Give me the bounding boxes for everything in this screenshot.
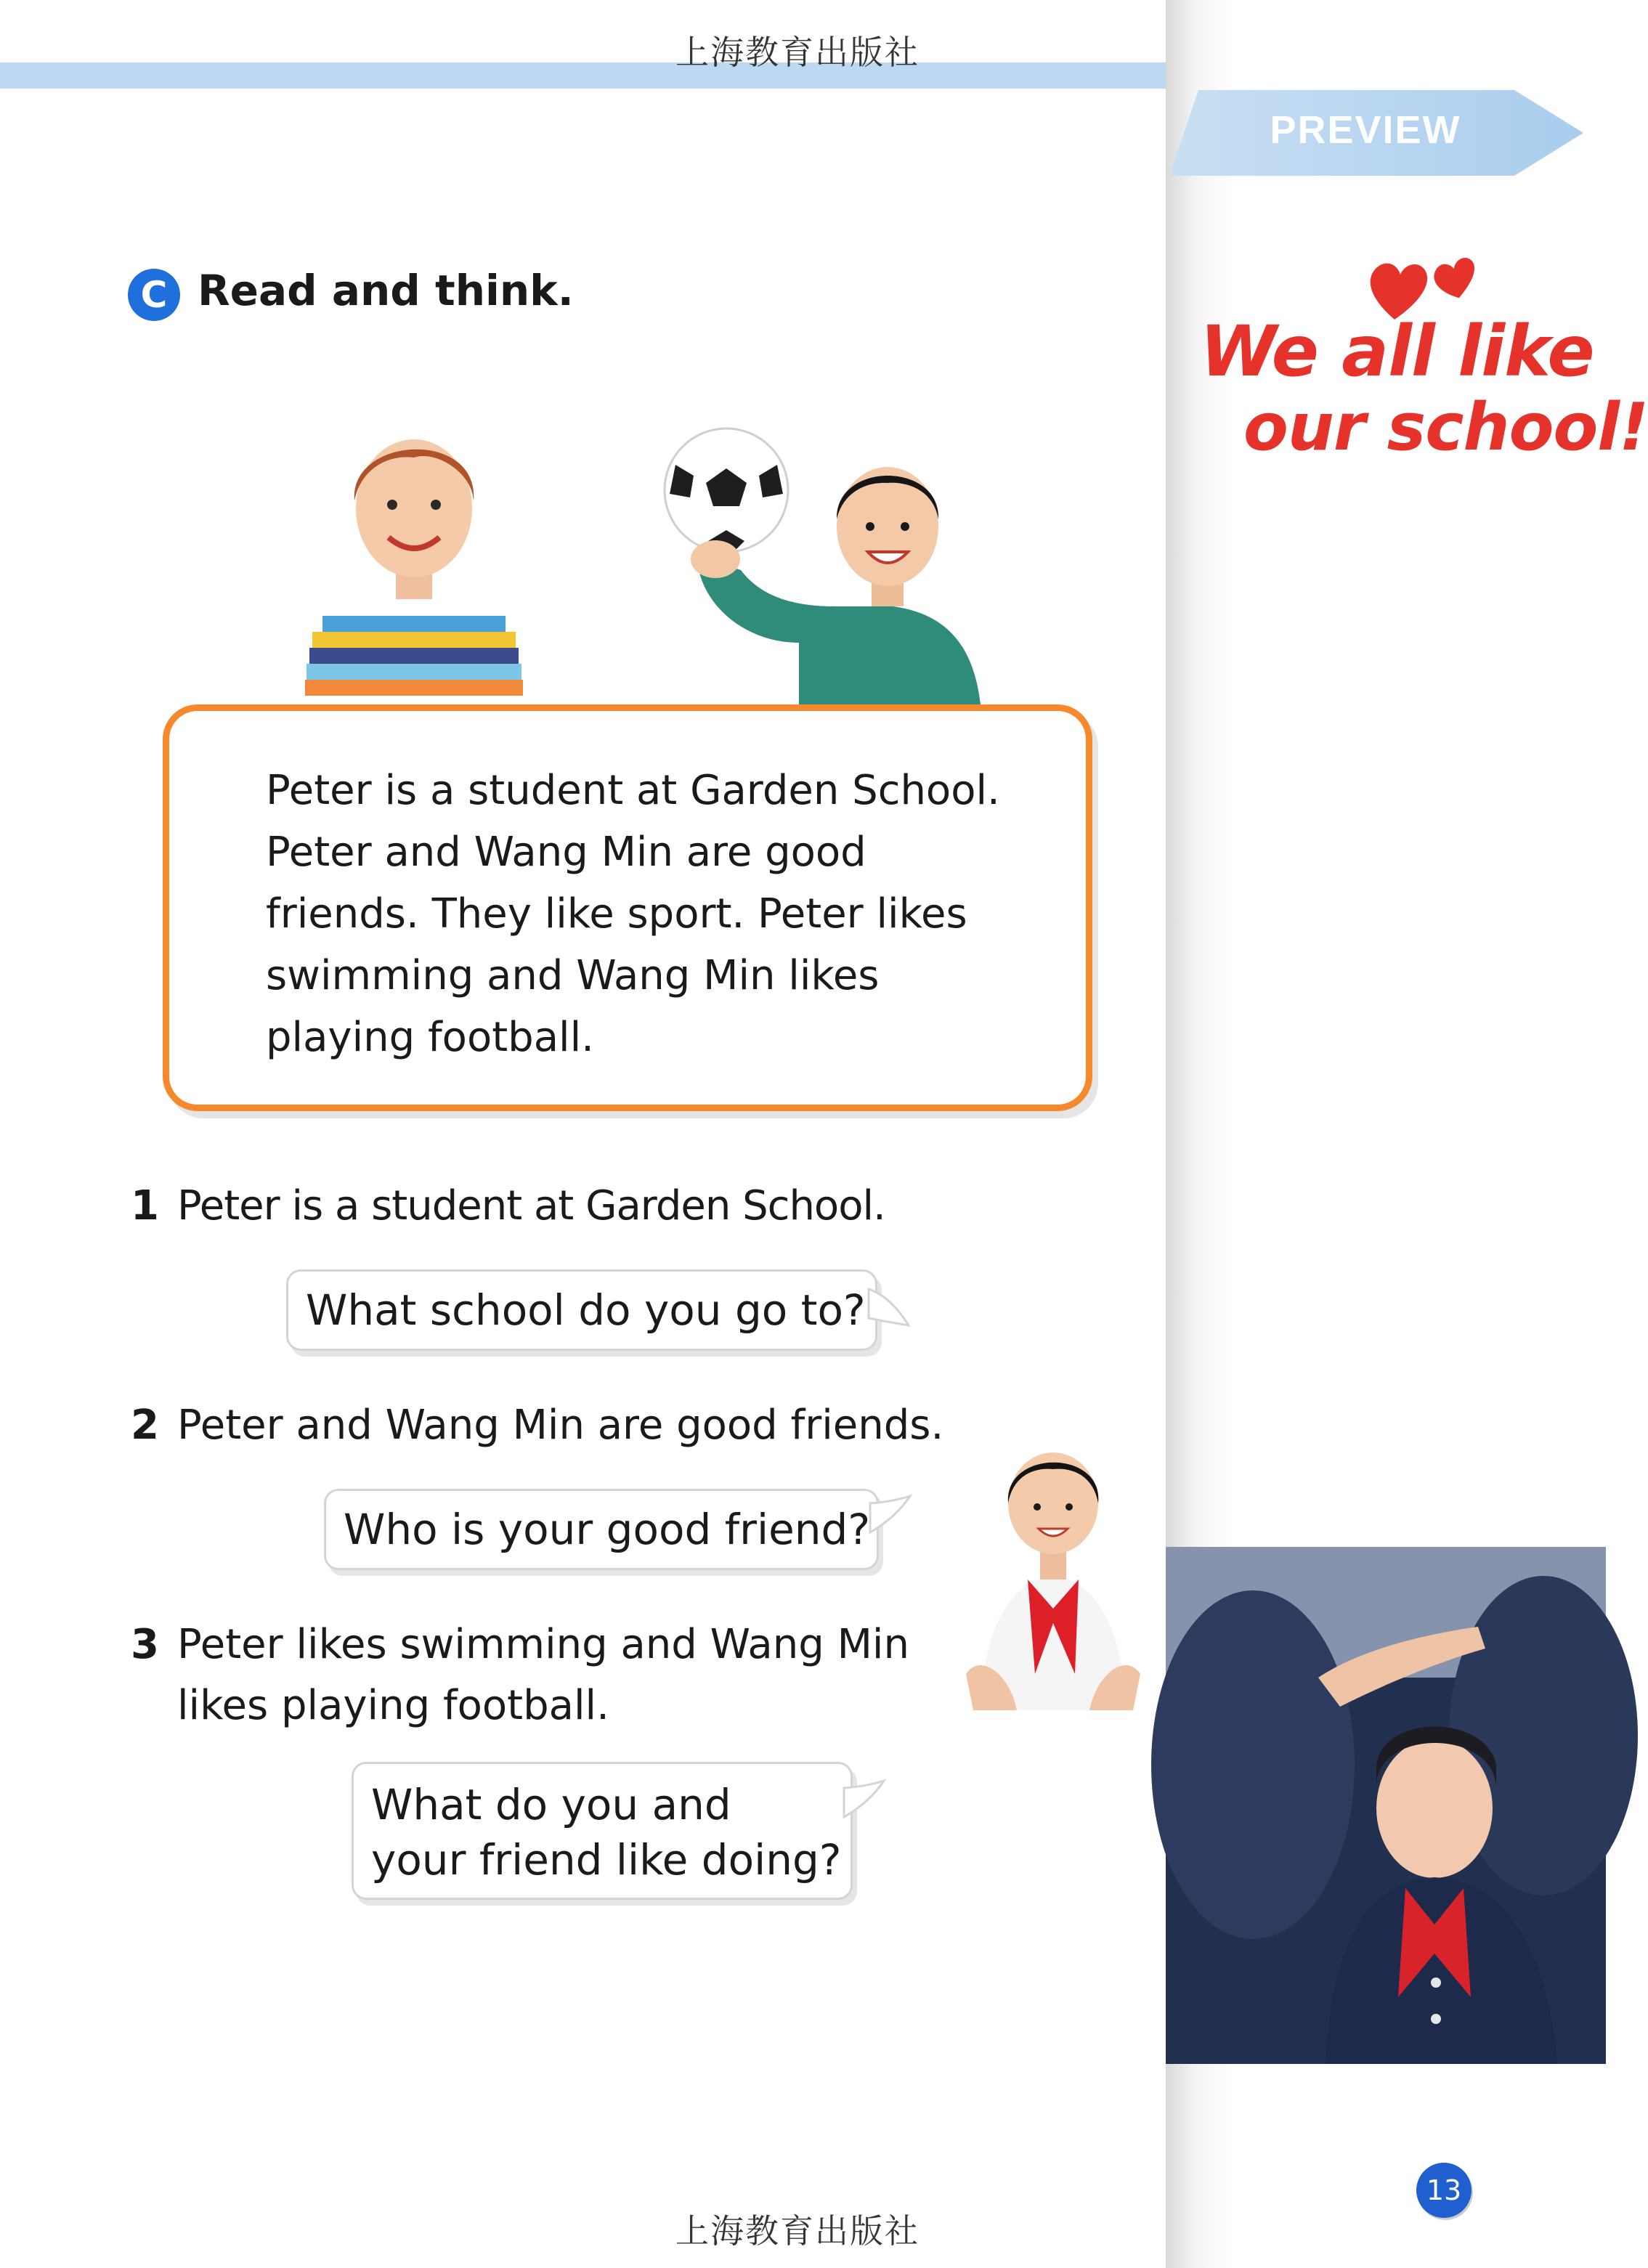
girl-red-scarf-illustration: [966, 1434, 1140, 1710]
section-c-icon: C: [128, 269, 180, 321]
question-bubble-3: [352, 1762, 853, 1900]
question-text-3-line-2: your friend like doing?: [371, 1835, 842, 1885]
story-line-5: playing football.: [266, 1014, 594, 1061]
story-line-4: swimming and Wang Min likes: [266, 952, 880, 999]
bubble-tail-3: [844, 1781, 888, 1824]
boy-striped-shirt-illustration: [291, 414, 537, 704]
publisher-header: 上海教育出版社: [675, 33, 920, 72]
top-color-bar: [0, 62, 1206, 89]
story-line-3: friends. They like sport. Peter likes: [266, 890, 967, 938]
item-statement-3-line-1: Peter likes swimming and Wang Min: [177, 1621, 909, 1668]
saluting-students-photo: [1166, 1547, 1606, 2064]
question-bubble-1: [286, 1269, 877, 1351]
boy-with-football-illustration: [654, 425, 995, 704]
slogan-line-1: We all like: [1200, 311, 1594, 392]
question-text-3-line-1: What do you and: [371, 1780, 731, 1829]
item-statement-2: Peter and Wang Min are good friends.: [177, 1402, 944, 1449]
page-number: 13: [1416, 2163, 1472, 2218]
preview-label: PREVIEW: [1270, 108, 1461, 152]
slogan-line-2: our school!: [1243, 389, 1648, 466]
item-number-2: 2: [131, 1402, 159, 1449]
question-text-2: Who is your good friend?: [344, 1505, 871, 1554]
item-number-1: 1: [131, 1182, 159, 1229]
item-statement-1: Peter is a student at Garden School.: [177, 1182, 885, 1229]
bubble-tail-2: [870, 1496, 914, 1540]
publisher-footer: 上海教育出版社: [675, 2211, 920, 2251]
bubble-tail-1: [869, 1289, 912, 1333]
story-line-2: Peter and Wang Min are good: [266, 829, 866, 876]
question-text-1: What school do you go to?: [306, 1285, 866, 1335]
item-statement-3-line-2: likes playing football.: [177, 1682, 609, 1729]
question-bubble-2: [324, 1489, 879, 1570]
story-line-1: Peter is a student at Garden School.: [266, 767, 1000, 814]
section-heading: Read and think.: [198, 266, 574, 315]
item-number-3: 3: [131, 1621, 159, 1668]
